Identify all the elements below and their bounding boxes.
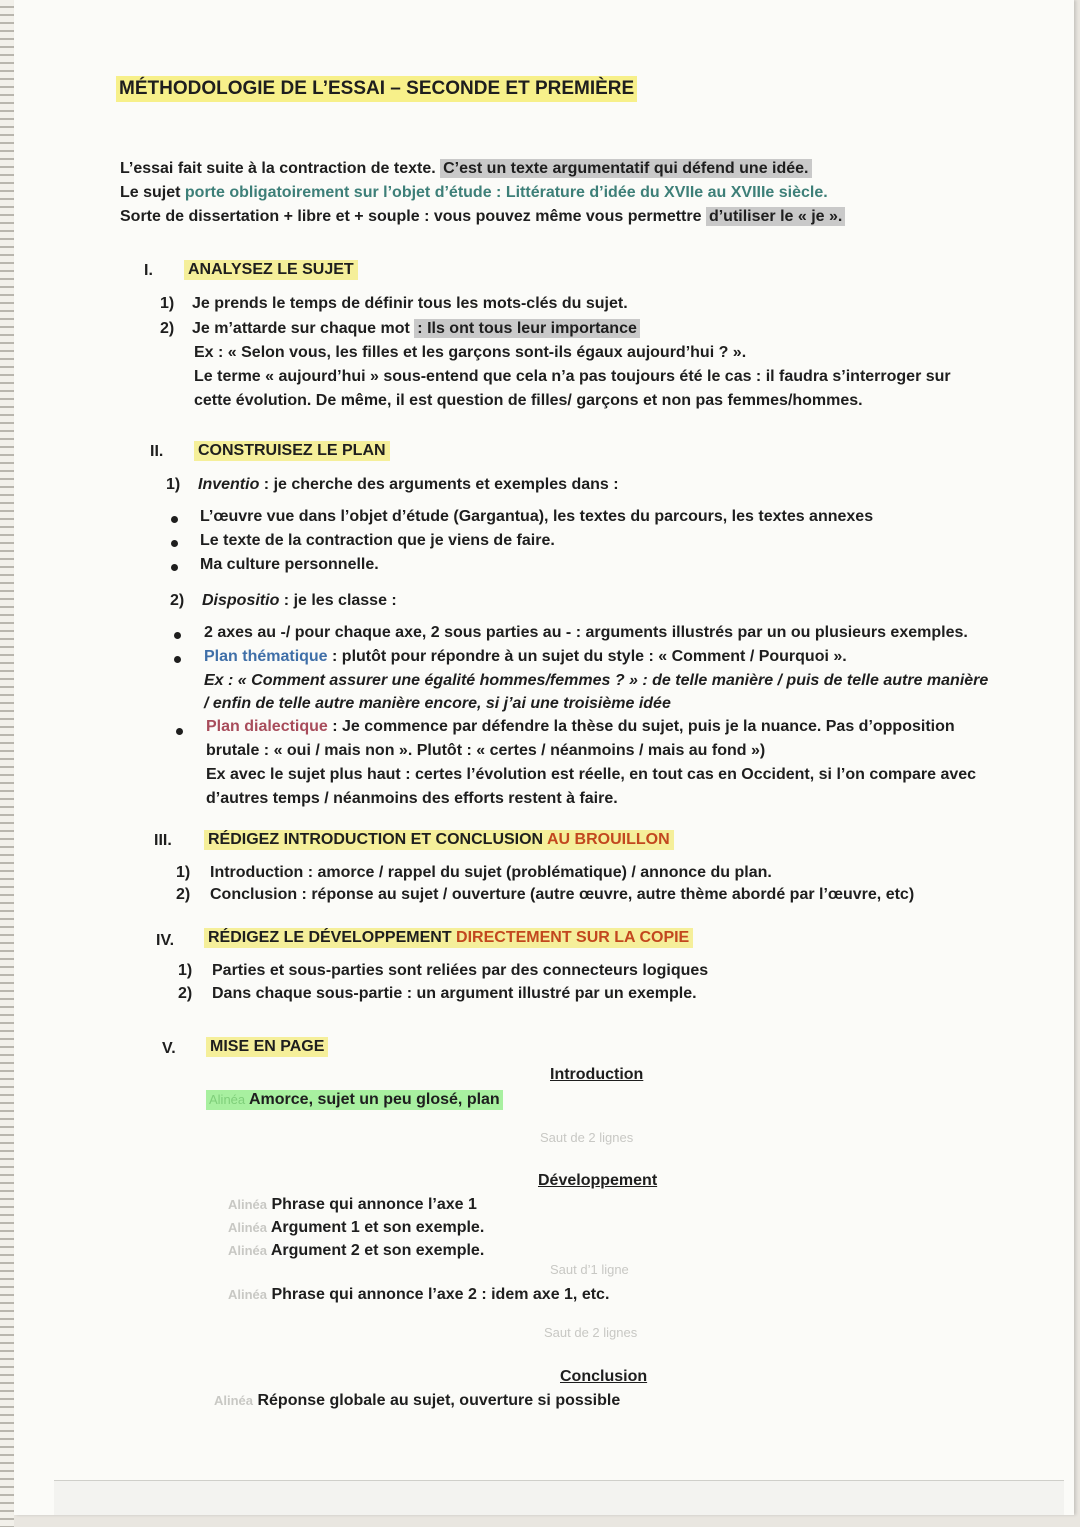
layout-dev-line-3: Alinéa Argument 2 et son exemple. <box>228 1242 485 1259</box>
s1-explanation-1: Le terme « aujourd’hui » sous-entend que cela n’a pas toujours été le cas : il faudra s’interroger sur <box>194 368 951 385</box>
layout-conclusion-line: Alinéa Réponse globale au sujet, ouverture si possible <box>214 1392 621 1409</box>
s2-item-1-number: 1) <box>166 476 181 493</box>
s2-bullet-5: Plan thématique : plutôt pour répondre à un sujet du style : « Comment / Pourquoi ». <box>204 648 847 665</box>
bullet <box>174 656 181 663</box>
bullet <box>171 564 178 571</box>
bullet <box>171 540 178 547</box>
section-3-number: III. <box>154 832 172 849</box>
s2-bullet-2: Le texte de la contraction que je viens de faire. <box>200 532 555 549</box>
section-2-heading: CONSTRUISEZ LE PLAN <box>194 441 390 461</box>
s2-bullet-5-example-2: / enfin de telle autre manière encore, si j’ai une troisième idée <box>204 695 671 712</box>
document-page <box>14 0 1074 1515</box>
s3-item-1: Introduction : amorce / rappel du sujet (problématique) / annonce du plan. <box>210 864 772 881</box>
s1-item-2-number: 2) <box>160 320 175 337</box>
intro-line-3: Sorte de dissertation + libre et + souple : vous pouvez même vous permettre d’utiliser le « je ». <box>120 208 845 226</box>
bullet <box>176 728 183 735</box>
s3-item-1-number: 1) <box>176 864 191 881</box>
section-3-heading: RÉDIGEZ INTRODUCTION ET CONCLUSION AU BROUILLON <box>204 830 674 850</box>
s1-example: Ex : « Selon vous, les filles et les garçons sont-ils égaux aujourd’hui ? ». <box>194 344 747 361</box>
s2-bullet-6: Plan dialectique : Je commence par défendre la thèse du sujet, puis je la nuance. Pas d’opposition <box>206 718 955 735</box>
page-title: MÉTHODOLOGIE DE L’ESSAI – SECONDE ET PREMIÈRE <box>116 76 637 102</box>
s2-item-2: Dispositio : je les classe : <box>202 592 397 609</box>
s4-item-1: Parties et sous-parties sont reliées par des connecteurs logiques <box>212 962 709 979</box>
section-4-number: IV. <box>156 932 175 949</box>
layout-skip-note-1: Saut de 2 lignes <box>540 1130 634 1145</box>
s4-item-2-number: 2) <box>178 985 193 1002</box>
layout-skip-note-3: Saut de 2 lignes <box>544 1325 638 1340</box>
binder-edge <box>0 0 14 1527</box>
section-2-number: II. <box>150 443 164 460</box>
layout-introduction-title: Introduction <box>550 1066 644 1083</box>
layout-dev-line-2: Alinéa Argument 1 et son exemple. <box>228 1219 485 1236</box>
s2-bullet-5-example-1: Ex : « Comment assurer une égalité hommes/femmes ? » : de telle manière / puis de telle autre manière <box>204 672 989 689</box>
layout-dev-line-4: Alinéa Phrase qui annonce l’axe 2 : idem axe 1, etc. <box>228 1286 610 1303</box>
layout-conclusion-title: Conclusion <box>560 1368 648 1385</box>
s2-bullet-4: 2 axes au -/ pour chaque axe, 2 sous parties au - : arguments illustrés par un ou plusieurs exemples. <box>204 624 968 641</box>
s3-item-2: Conclusion : réponse au sujet / ouverture (autre œuvre, autre thème abordé par l’œuvre, etc) <box>210 886 915 903</box>
section-5-number: V. <box>162 1040 176 1057</box>
s1-item-2: Je m’attarde sur chaque mot : Ils ont tous leur importance <box>192 320 640 338</box>
section-5-heading: MISE EN PAGE <box>206 1037 328 1057</box>
s2-bullet-6-line-4: d’autres temps / néanmoins des efforts restent à faire. <box>206 790 618 807</box>
layout-skip-note-2: Saut d’1 ligne <box>550 1262 629 1277</box>
layout-introduction-line: Alinéa Amorce, sujet un peu glosé, plan <box>206 1090 503 1110</box>
s2-bullet-3: Ma culture personnelle. <box>200 556 379 573</box>
s2-bullet-6-line-2: brutale : « oui / mais non ». Plutôt : « certes / néanmoins / mais au fond ») <box>206 742 766 759</box>
intro-line-2: Le sujet porte obligatoirement sur l’objet d’étude : Littérature d’idée du XVIIe au XVIIIe siècle. <box>120 184 828 201</box>
layout-development-title: Développement <box>538 1172 658 1189</box>
bullet <box>171 516 178 523</box>
next-page-edge <box>54 1480 1064 1515</box>
section-4-heading: RÉDIGEZ LE DÉVELOPPEMENT DIRECTEMENT SUR LA COPIE <box>204 928 693 948</box>
s3-item-2-number: 2) <box>176 886 191 903</box>
s4-item-2: Dans chaque sous-partie : un argument illustré par un exemple. <box>212 985 697 1002</box>
intro-line-1: L’essai fait suite à la contraction de texte. C’est un texte argumentatif qui défend une idée. <box>120 160 812 178</box>
s4-item-1-number: 1) <box>178 962 193 979</box>
section-1-number: I. <box>144 262 153 279</box>
s2-bullet-6-line-3: Ex avec le sujet plus haut : certes l’évolution est réelle, en tout cas en Occident, si l’on compare avec <box>206 766 977 783</box>
s2-bullet-1: L’œuvre vue dans l’objet d’étude (Gargantua), les textes du parcours, les textes annexes <box>200 508 874 525</box>
bullet <box>174 632 181 639</box>
s2-item-2-number: 2) <box>170 592 185 609</box>
s2-item-1: Inventio : je cherche des arguments et exemples dans : <box>198 476 619 493</box>
s1-item-1-number: 1) <box>160 295 175 312</box>
layout-dev-line-1: Alinéa Phrase qui annonce l’axe 1 <box>228 1196 477 1213</box>
section-1-heading: ANALYSEZ LE SUJET <box>184 260 358 280</box>
s1-explanation-2: cette évolution. De même, il est question de filles/ garçons et non pas femmes/hommes. <box>194 392 863 409</box>
s1-item-1: Je prends le temps de définir tous les mots-clés du sujet. <box>192 295 628 312</box>
